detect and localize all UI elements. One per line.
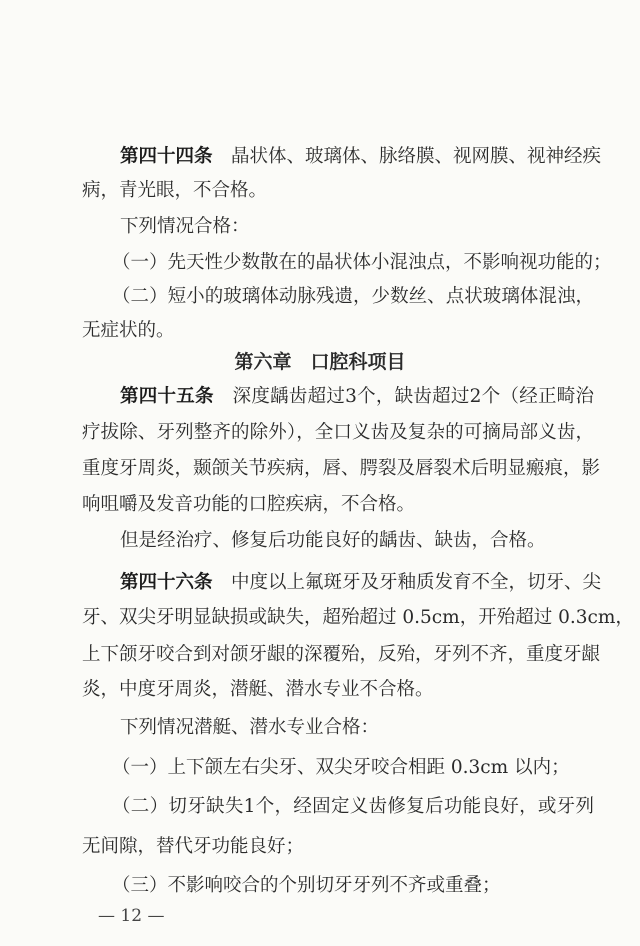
text-line: 病，青光眼，不合格。 xyxy=(82,180,268,201)
article-46-label: 第四十六条 xyxy=(120,572,213,593)
text-line: （三）不影响咬合的个别切牙牙列不齐或重叠； xyxy=(112,875,501,896)
article-44-label: 第四十四条 xyxy=(120,146,213,167)
text: 中度以上氟斑牙及牙釉质发育不全，切牙、尖 xyxy=(231,572,602,593)
text-line: （二）短小的玻璃体动脉残遗，少数丝、点状玻璃体混浊， xyxy=(112,286,594,307)
text-line: 下列情况合格： xyxy=(120,216,250,237)
article-45-line1 xyxy=(120,385,594,409)
text-line: （二）切牙缺失1个，经固定义齿修复后功能良好，或牙列 xyxy=(112,796,594,817)
text-line: 疗拔除、牙列整齐的除外），全口义齿及复杂的可摘局部义齿， xyxy=(82,422,594,443)
text-line: 重度牙周炎，颞颌关节疾病，唇、腭裂及唇裂术后明显瘢痕，影 xyxy=(82,458,601,479)
text-line: 上下颌牙咬合到对颌牙龈的深覆殆，反殆，牙列不齐，重度牙龈 xyxy=(82,644,601,665)
article-44-line1 xyxy=(120,145,602,169)
article-46-line1 xyxy=(120,571,602,595)
text-line: （一）先天性少数散在的晶状体小混浊点，不影响视功能的； xyxy=(112,252,612,273)
chapter-heading: 第六章 口腔科项目 xyxy=(234,351,406,373)
text-line: 下列情况潜艇、潜水专业合格： xyxy=(120,717,380,738)
text-line: 无症状的。 xyxy=(82,320,175,341)
text-line: 炎，中度牙周炎，潜艇、潜水专业不合格。 xyxy=(82,679,434,700)
text: 深度龋齿超过3个，缺齿超过2个（经正畸治 xyxy=(232,386,594,407)
text-line: （一）上下颌左右尖牙、双尖牙咬合相距 0.3cm 以内； xyxy=(112,757,570,778)
text-line: 牙、双尖牙明显缺损或缺失，超殆超过 0.5cm，开殆超过 0.3cm， xyxy=(82,607,634,628)
text-line: 但是经治疗、修复后功能良好的龋齿、缺齿，合格。 xyxy=(120,530,546,551)
text-line: 无间隙，替代牙功能良好； xyxy=(82,836,305,857)
article-45-label: 第四十五条 xyxy=(120,386,214,407)
text-line: 响咀嚼及发音功能的口腔疾病，不合格。 xyxy=(82,494,416,515)
text: 晶状体、玻璃体、脉络膜、视网膜、视神经疾 xyxy=(231,146,602,167)
page-number: — 12 — xyxy=(98,906,165,926)
